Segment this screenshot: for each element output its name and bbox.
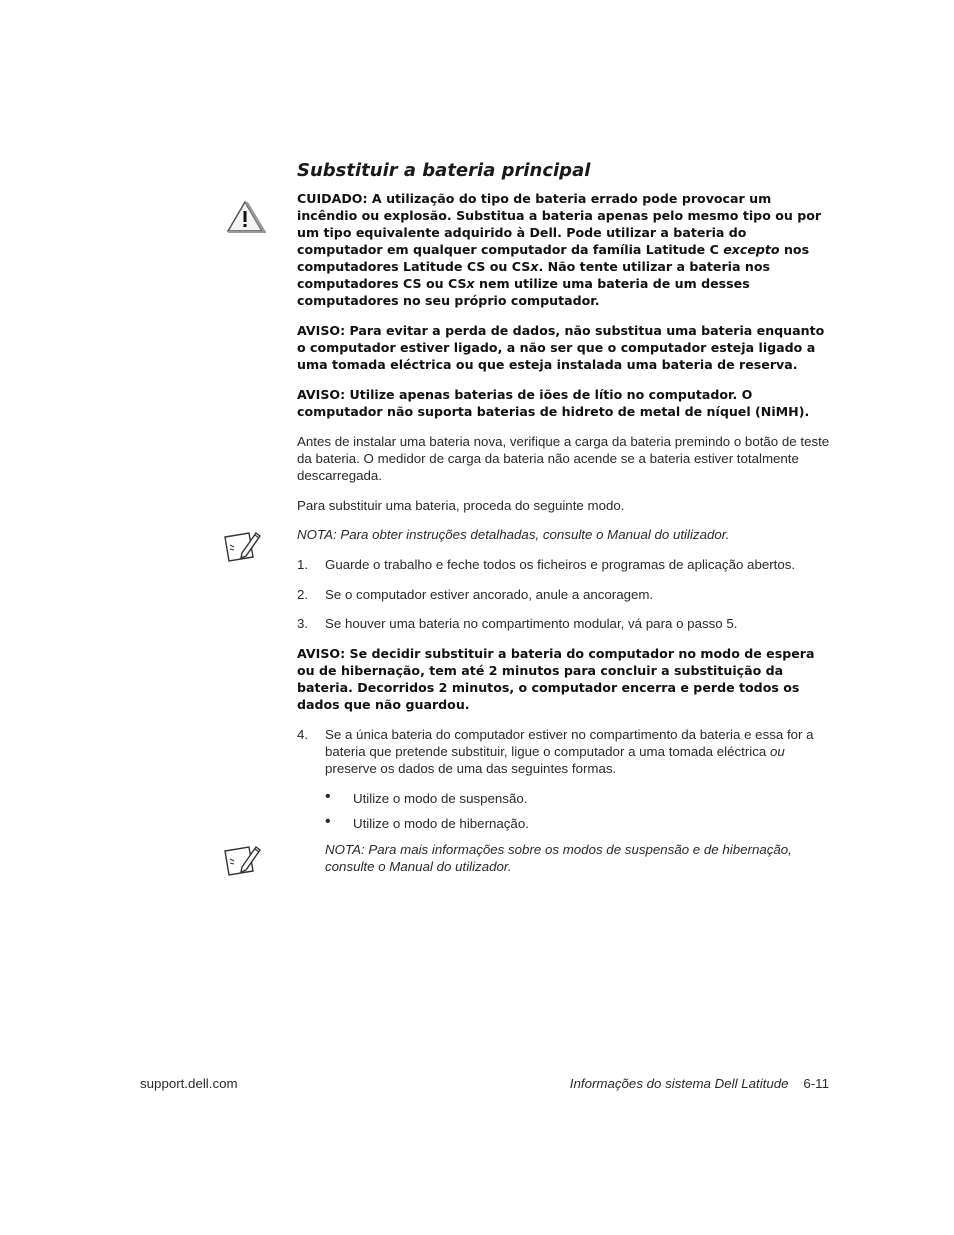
caution-triangle-icon [224, 199, 270, 235]
footer-running-title: Informações do sistema Dell Latitude 6-11 [569, 1076, 829, 1091]
notice-data-loss: AVISO: Para evitar a perda de dados, não substitua uma bateria enquanto o computador estiver ligado, a não ser que o computador esteja ligado a uma tomada eléctrica ou que esteja instalada uma bateria de reserva. [297, 323, 825, 372]
paragraph-procedure-intro: Para substituir uma bateria, proceda do seguinte modo. [297, 498, 625, 513]
page-number: 6-11 [803, 1076, 829, 1091]
note-pencil-icon [222, 529, 262, 565]
section-title: Substituir a bateria principal [297, 160, 591, 181]
footer-url: support.dell.com [140, 1076, 238, 1091]
note-modes-info: NOTA: Para mais informações sobre os modos de suspensão e de hibernação, consulte o Manual do utilizador. [325, 842, 792, 874]
note-pencil-icon [222, 843, 262, 879]
notice-standby-hibernation: AVISO: Se decidir substituir a bateria do computador no modo de espera ou de hibernação, tem até 2 minutos para concluir a substituição da bateria. Decorridos 2 minutos, o computador encerra e perde todos os dados que não guardou. [297, 646, 815, 712]
note-detailed-instructions: NOTA: Para obter instruções detalhadas, consulte o Manual do utilizador. [297, 527, 730, 542]
caution-text: CUIDADO: A utilização do tipo de bateria errado pode provocar um incêndio ou explosão. Substitua a bateria apenas pelo mesmo tipo ou por um tipo equivalente adquirido à Dell. Pode utilizar a bateria do computador em qualquer computador da família Latitude C excepto nos computadores Latitude CS ou CSx. Não tente utilizar a bateria nos computadores CS ou CSx nem utilize uma bateria de um desses computadores no seu próprio computador. [297, 191, 822, 308]
paragraph-check-charge: Antes de instalar uma bateria nova, verifique a carga da bateria premindo o botão de teste da bateria. O medidor de carga da bateria não acende se a bateria estiver totalmente descarregada. [297, 434, 830, 483]
notice-lithium-ion: AVISO: Utilize apenas baterias de iões de lítio no computador. O computador não suporta baterias de hidreto de metal de níquel (NiMH). [297, 387, 810, 419]
